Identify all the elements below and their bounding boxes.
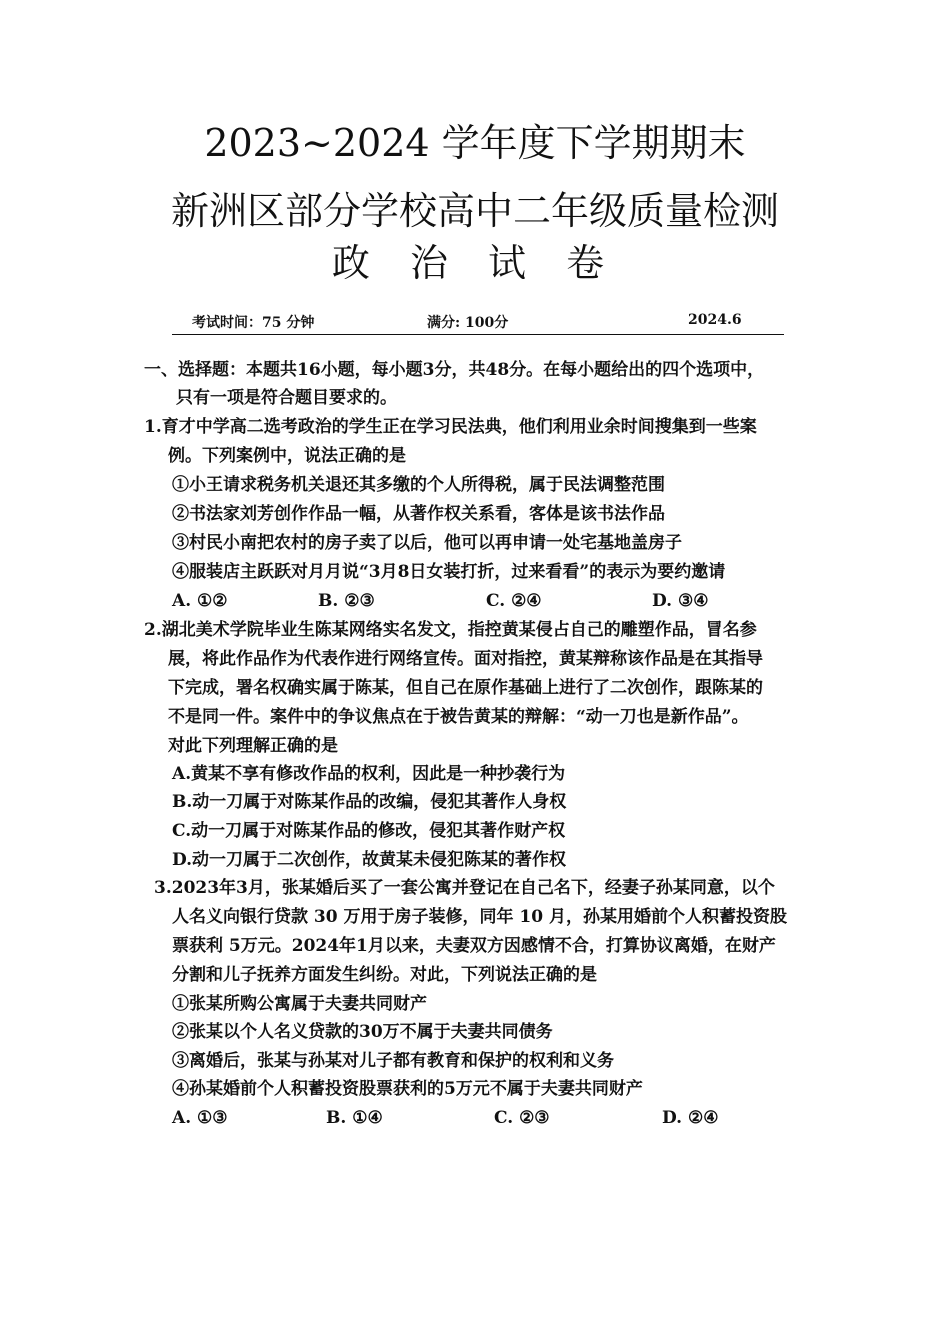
q3-stem-cont-3: 分割和儿子抚养方面发生纠纷。对此，下列说法正确的是 xyxy=(172,965,597,985)
q2-stem-cont-2: 下完成，署名权确实属于陈某，但自己在原作基础上进行了二次创作，跟陈某的 xyxy=(168,678,763,698)
q1-stem-cont: 例。下列案例中，说法正确的是 xyxy=(168,446,406,466)
q2-option-a: A.黄某不享有修改作品的权利，因此是一种抄袭行为 xyxy=(172,764,566,784)
exam-time: 考试时间：75 分钟 xyxy=(192,315,315,331)
q3-statement-4: ④孙某婚前个人积蓄投资股票获利的5万元不属于夫妻共同财产 xyxy=(172,1079,643,1099)
q2-option-d: D.动一刀属于二次创作，故黄某未侵犯陈某的著作权 xyxy=(172,850,567,870)
q3-stem: 3.2023年3月，张某婚后买了一套公寓并登记在自己名下，经妻子孙某同意，以个 xyxy=(154,878,775,898)
q1-option-d: D. ③④ xyxy=(652,591,709,611)
q1-option-a: A. ①② xyxy=(172,591,228,611)
q2-stem-cont-4: 对此下列理解正确的是 xyxy=(168,736,338,756)
q1-statement-1: ①小王请求税务机关退还其多缴的个人所得税，属于民法调整范围 xyxy=(172,475,665,495)
q3-option-b: B. ①④ xyxy=(326,1108,383,1128)
q1-option-c: C. ②④ xyxy=(486,591,542,611)
q2-stem: 2.湖北美术学院毕业生陈某网络实名发文，指控黄某侵占自己的雕塑作品，冒名参 xyxy=(144,620,757,640)
q3-statement-2: ②张某以个人名义贷款的30万不属于夫妻共同债务 xyxy=(172,1022,553,1042)
exam-title-year: 2023~2024 学年度下学期期末 xyxy=(204,121,746,165)
q3-statement-1: ①张某所购公寓属于夫妻共同财产 xyxy=(172,994,427,1014)
full-score: 满分: 100分 xyxy=(427,315,509,331)
q2-option-c: C.动一刀属于对陈某作品的修改，侵犯其著作财产权 xyxy=(172,821,566,841)
q3-option-d: D. ②④ xyxy=(662,1108,719,1128)
exam-title-school: 新洲区部分学校高中二年级质量检测 xyxy=(170,189,779,233)
q3-option-a: A. ①③ xyxy=(172,1108,228,1128)
section-heading-cont: 只有一项是符合题目要求的。 xyxy=(176,388,397,408)
exam-info-bar xyxy=(172,312,784,335)
q3-statement-3: ③离婚后，张某与孙某对儿子都有教育和保护的权利和义务 xyxy=(172,1051,614,1071)
q2-option-b: B.动一刀属于对陈某作品的改编，侵犯其著作人身权 xyxy=(172,792,567,812)
q3-stem-cont-1: 人名义向银行贷款 30 万用于房子装修，同年 10 月，孙某用婚前个人积蓄投资股 xyxy=(172,907,787,927)
section-heading: 一、选择题：本题共16小题，每小题3分，共48分。在每小题给出的四个选项中， xyxy=(144,360,765,380)
exam-date: 2024.6 xyxy=(688,312,742,328)
q1-option-b: B. ②③ xyxy=(318,591,375,611)
exam-title-subject: 政 治 试 卷 xyxy=(331,241,619,285)
q1-statement-2: ②书法家刘芳创作作品一幅，从著作权关系看，客体是该书法作品 xyxy=(172,504,665,524)
q2-stem-cont-1: 展，将此作品作为代表作进行网络宣传。面对指控，黄某辩称该作品是在其指导 xyxy=(168,649,763,669)
q1-statement-3: ③村民小南把农村的房子卖了以后，他可以再申请一处宅基地盖房子 xyxy=(172,533,682,553)
q3-option-c: C. ②③ xyxy=(494,1108,550,1128)
q2-stem-cont-3: 不是同一件。案件中的争议焦点在于被告黄某的辩解：“动一刀也是新作品”。 xyxy=(168,707,749,727)
q1-stem: 1.育才中学高二选考政治的学生正在学习民法典，他们利用业余时间搜集到一些案 xyxy=(144,417,757,437)
q1-statement-4: ④服装店主跃跃对月月说“3月8日女装打折，过来看看”的表示为要约邀请 xyxy=(172,562,726,582)
q3-stem-cont-2: 票获利 5万元。2024年1月以来，夫妻双方因感情不合，打算协议离婚，在财产 xyxy=(172,936,776,956)
